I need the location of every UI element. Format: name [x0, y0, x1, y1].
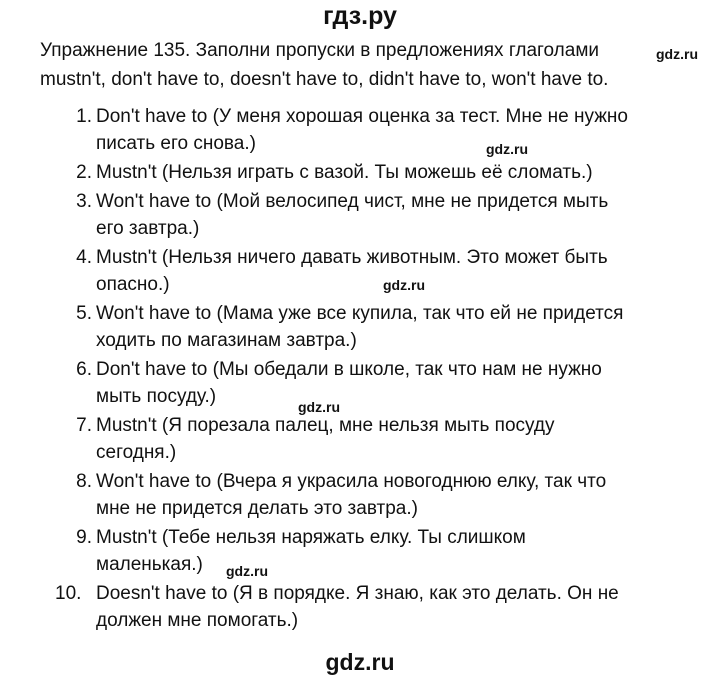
answer-text-line-2: ходить по магазинам завтра.) — [96, 330, 357, 351]
answer-number: 3. — [76, 191, 92, 212]
answer-text-line-1: Doesn't have to (Я в порядке. Я знаю, как это делать. Он не — [96, 583, 619, 604]
answer-text-line-2: мне не придется делать это завтра.) — [96, 498, 418, 519]
answer-item-1 — [40, 103, 680, 157]
answer-number: 4. — [76, 247, 92, 268]
answer-text-line-2: его завтра.) — [96, 218, 200, 239]
answer-number: 8. — [76, 471, 92, 492]
answer-number: 9. — [76, 527, 92, 548]
answer-item-5 — [40, 300, 680, 354]
watermark-text: gdz.ru — [656, 46, 698, 62]
watermark-text: gdz.ru — [298, 399, 340, 415]
answer-item-6 — [40, 356, 680, 410]
answer-item-10 — [40, 580, 680, 634]
answer-text-line-1: Mustn't (Я порезала палец, мне нельзя мыть посуду — [96, 415, 555, 436]
watermark-text: gdz.ru — [226, 563, 268, 579]
answer-item-9 — [40, 524, 680, 578]
answer-text-line-1: Don't have to (Мы обедали в школе, так что нам не нужно — [96, 359, 602, 380]
answer-text-line-1: Mustn't (Нельзя ничего давать животным. Это может быть — [96, 247, 608, 268]
answer-text-line-2: опасно.) — [96, 274, 170, 295]
site-title: гдз.ру — [323, 2, 397, 30]
answer-number: 6. — [76, 359, 92, 380]
instruction-line-1: Упражнение 135. Заполни пропуски в предложениях глаголами — [40, 40, 599, 61]
answer-item-4 — [40, 244, 680, 298]
watermark-text: gdz.ru — [383, 277, 425, 293]
watermark-text: gdz.ru — [486, 141, 528, 157]
answer-item-2 — [40, 159, 680, 186]
answer-text-line-2: маленькая.) — [96, 554, 203, 575]
answer-text-line-1: Don't have to (У меня хорошая оценка за тест. Мне не нужно — [96, 106, 628, 127]
answer-text-line-1: Mustn't (Нельзя играть с вазой. Ты можешь её сломать.) — [96, 162, 593, 183]
exercise-instruction — [40, 36, 680, 94]
site-footer-url: gdz.ru — [325, 649, 395, 675]
answer-text-line-2: сегодня.) — [96, 442, 177, 463]
answer-text-line-2: мыть посуду.) — [96, 386, 217, 407]
answer-text-line-1: Won't have to (Мама уже все купила, так что ей не придется — [96, 303, 624, 324]
answer-number: 10. — [55, 583, 82, 604]
answer-item-7 — [40, 412, 680, 466]
answer-item-3 — [40, 188, 680, 242]
answer-number: 1. — [76, 106, 92, 127]
answer-item-8 — [40, 468, 680, 522]
answer-text-line-1: Won't have to (Мой велосипед чист, мне не придется мыть — [96, 191, 609, 212]
answer-text-line-2: должен мне помогать.) — [96, 610, 299, 631]
answer-number: 2. — [76, 162, 92, 183]
answer-list — [40, 103, 680, 636]
answer-text-line-1: Mustn't (Тебе нельзя наряжать елку. Ты слишком — [96, 527, 526, 548]
instruction-line-2: mustn't, don't have to, doesn't have to, didn't have to, won't have to. — [40, 69, 609, 90]
answer-text-line-2: писать его снова.) — [96, 133, 256, 154]
answer-text-line-1: Won't have to (Вчера я украсила новогоднюю елку, так что — [96, 471, 607, 492]
answer-number: 5. — [76, 303, 92, 324]
answer-number: 7. — [76, 415, 92, 436]
